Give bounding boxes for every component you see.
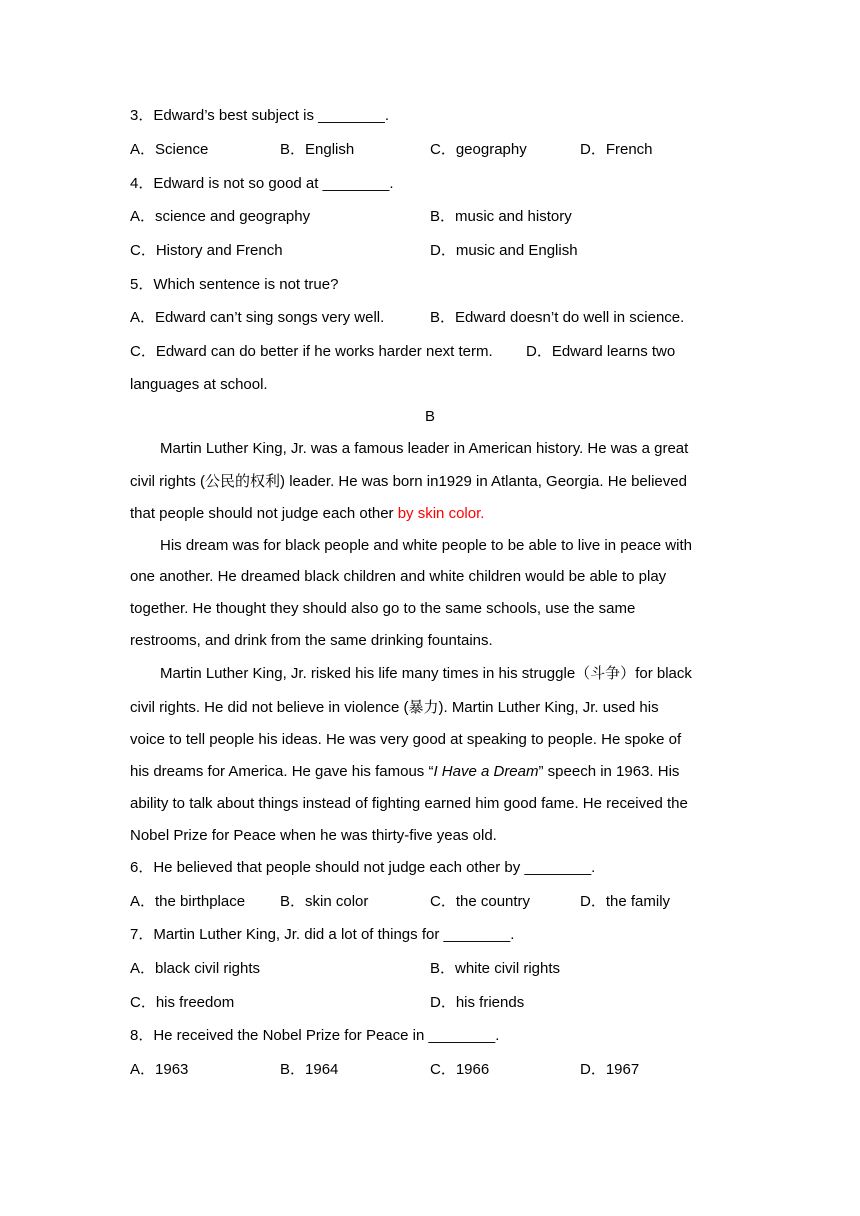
q5-option-d: D．Edward learns two <box>526 343 676 360</box>
p2-line-1: His dream was for black people and white people to be able to live in peace with <box>160 537 692 554</box>
p3-line-1-text-a: Martin Luther King, Jr. risked his life many times in his struggle <box>160 665 576 682</box>
q4-option-c: C．History and French <box>130 242 283 259</box>
q6-option-b: B．skin color <box>280 893 369 910</box>
q8-option-d: D．1967 <box>580 1061 640 1078</box>
q3-option-c: C．geography <box>430 141 527 158</box>
q6-option-a: A．the birthplace <box>130 893 246 910</box>
p3-line-4-text-a: his dreams for America. He gave his famous “ <box>130 763 434 780</box>
q3-option-d: D．French <box>580 141 653 158</box>
q3-option-a: A．Science <box>130 141 209 158</box>
p1-line-2-text-b: ) leader. He was born in1929 in Atlanta, Georgia. He believed <box>280 473 687 490</box>
question-3: 3．Edward’s best subject is ________. <box>130 107 390 124</box>
q7-option-c: C．his freedom <box>130 994 235 1011</box>
p3-line-1 <box>160 663 692 684</box>
q5-option-c: C．Edward can do better if he works harder next term. <box>130 343 493 360</box>
p1-line-2 <box>130 471 687 492</box>
p3-line-1-text-b: for black <box>635 665 692 682</box>
question-5: 5．Which sentence is not true? <box>130 276 339 293</box>
q4-option-d: D．music and English <box>430 242 578 259</box>
question-8: 8．He received the Nobel Prize for Peace in ________. <box>130 1027 500 1044</box>
p2-line-3: together. He thought they should also go to the same schools, use the same <box>130 600 636 617</box>
p3-line-5: ability to talk about things instead of fighting earned him good fame. He received the <box>130 795 688 812</box>
q7-option-d: D．his friends <box>430 994 525 1011</box>
q6-option-c: C．the country <box>430 893 531 910</box>
q8-option-b: B．1964 <box>280 1061 339 1078</box>
q7-option-a: A．black civil rights <box>130 960 261 977</box>
p2-line-4: restrooms, and drink from the same drinking fountains. <box>130 632 493 649</box>
q3-option-b: B．English <box>280 141 355 158</box>
p1-line-3-text: that people should not judge each other <box>130 505 398 522</box>
p1-line-3 <box>130 504 484 524</box>
p3-line-3: voice to tell people his ideas. He was very good at speaking to people. He spoke of <box>130 731 682 748</box>
q4-option-a: A．science and geography <box>130 208 311 225</box>
q5-option-a: A．Edward can’t sing songs very well. <box>130 309 385 326</box>
p3-line-2-text-a: civil rights. He did not believe in violence ( <box>130 699 409 716</box>
question-6: 6．He believed that people should not judge each other by ________. <box>130 859 596 876</box>
q5-option-d-continued: languages at school. <box>130 376 268 393</box>
speech-title: I Have a Dream <box>433 763 539 780</box>
question-7: 7．Martin Luther King, Jr. did a lot of things for ________. <box>130 926 515 943</box>
q8-option-c: C．1966 <box>430 1061 490 1078</box>
p2-line-2: one another. He dreamed black children and white children would be able to play <box>130 568 667 585</box>
p3-line-4-text-b: ” speech in 1963. His <box>538 763 680 780</box>
p3-line-6: Nobel Prize for Peace when he was thirty-five yeas old. <box>130 827 497 844</box>
p3-line-2-text-b: ). Martin Luther King, Jr. used his <box>438 699 659 716</box>
q6-option-d: D．the family <box>580 893 671 910</box>
p3-line-2-chinese: 暴力 <box>408 698 439 716</box>
p3-line-2 <box>130 697 659 718</box>
p1-line-1: Martin Luther King, Jr. was a famous leader in American history. He was a great <box>160 440 689 457</box>
p1-line-2-text-a: civil rights ( <box>130 473 206 490</box>
p1-highlight-red: by skin color. <box>397 505 485 522</box>
q8-option-a: A．1963 <box>130 1061 189 1078</box>
q7-option-b: B．white civil rights <box>430 960 561 977</box>
p3-line-4 <box>130 762 679 782</box>
p1-line-2-chinese: 公民的权利 <box>205 472 281 490</box>
p3-line-1-chinese: （斗争） <box>575 664 636 682</box>
question-4: 4．Edward is not so good at ________. <box>130 175 394 192</box>
q4-option-b: B．music and history <box>430 208 572 225</box>
section-heading-b: B <box>424 408 435 425</box>
q5-option-b: B．Edward doesn’t do well in science. <box>430 309 685 326</box>
